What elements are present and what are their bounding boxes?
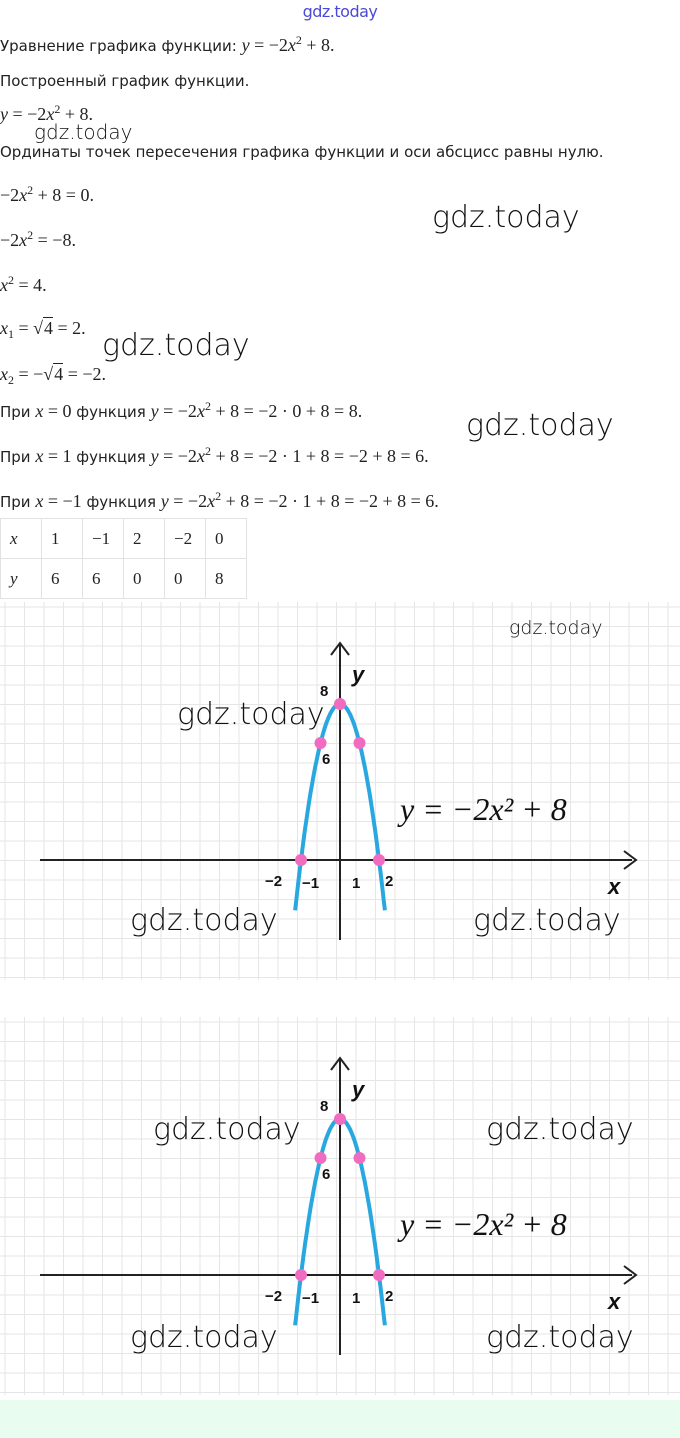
data-point	[295, 854, 307, 866]
step-equation-1: $-2x^2 + 8 = 0$.	[0, 183, 94, 205]
watermark: gdz.today	[177, 697, 325, 732]
curve-label: y = −2x² + 8	[400, 1206, 567, 1242]
intro-text: Уравнение графика функции:	[0, 37, 237, 55]
data-point	[334, 1113, 346, 1125]
table-cell: −2	[165, 519, 206, 559]
ordinates-text: Ординаты точек пересечения графика функции и оси абсцисс равны нулю.	[0, 143, 604, 161]
table-cell: 2	[124, 519, 165, 559]
watermark: gdz.today	[486, 1112, 634, 1147]
data-point	[373, 854, 385, 866]
curve-label: y = −2x² + 8	[400, 791, 567, 827]
y-axis-label: y	[352, 1077, 365, 1102]
plot-area	[40, 643, 636, 940]
equation-formula-repeat: $y = -2x^2 + 8$.	[0, 102, 93, 124]
when-word: При	[0, 493, 31, 511]
site-link[interactable]: gdz.today	[302, 2, 378, 21]
x-tick-label: −1	[302, 1290, 320, 1307]
watermark: gdz.today	[432, 200, 580, 235]
table-head-cell: x	[1, 519, 42, 559]
plot-area	[40, 1058, 636, 1355]
table-cell: 6	[42, 559, 83, 599]
data-point	[315, 1152, 327, 1164]
y-tick-label: 6	[322, 751, 331, 768]
x-tick-label: 1	[352, 875, 361, 892]
data-point	[354, 737, 366, 749]
watermark: gdz.today	[473, 903, 621, 938]
root-x1: $x_1 = √4 = 2$.	[0, 318, 86, 341]
watermark: gdz.today	[466, 408, 614, 443]
when-word: При	[0, 448, 31, 466]
value-at-minus-1: При x = −1 функция $y = -2x^2 + 8 = -2 \cdot 1 + 8 = -2 + 8 = 6$.	[0, 489, 439, 511]
graph-caption: Построенный график функции.	[0, 72, 250, 90]
equation-intro-line	[0, 33, 335, 56]
x-tick-label: 2	[385, 1288, 394, 1305]
x-axis-label: x	[608, 874, 621, 899]
table-cell: 0	[165, 559, 206, 599]
y-tick-label: 6	[322, 1166, 331, 1183]
data-point	[295, 1269, 307, 1281]
watermark: gdz.today	[34, 120, 133, 144]
table-cell: −1	[83, 519, 124, 559]
x-axis-label: x	[608, 1289, 621, 1314]
table-head-cell: y	[1, 559, 42, 599]
table-row	[1, 559, 247, 599]
value-at-1: При x = 1 функция $y = -2x^2 + 8 = -2 \cdot 1 + 8 = -2 + 8 = 6$.	[0, 444, 429, 466]
y-tick-label: 8	[320, 683, 329, 700]
watermark: gdz.today	[130, 1320, 278, 1355]
table-cell: 6	[83, 559, 124, 599]
x-tick-label: 2	[385, 873, 394, 890]
y-tick-label: 8	[320, 1098, 329, 1115]
watermark: gdz.today	[153, 1112, 301, 1147]
value-at-0: При x = 0 функция $y = -2x^2 + 8 = -2 \cdot 0 + 8 = 8$.	[0, 399, 363, 421]
data-point	[315, 737, 327, 749]
watermark: gdz.today	[486, 1320, 634, 1355]
table-cell: 1	[42, 519, 83, 559]
y-axis-label: y	[352, 662, 365, 687]
function-word: функция	[76, 448, 146, 466]
data-point	[373, 1269, 385, 1281]
root-x2: $x_2 = -√4 = -2$.	[0, 364, 106, 387]
x-tick-label: −1	[302, 875, 320, 892]
table-cell: 0	[124, 559, 165, 599]
table-cell: 8	[206, 559, 247, 599]
step-equation-2: $-2x^2 = -8$.	[0, 228, 76, 250]
table-cell: 0	[206, 519, 247, 559]
equation-formula: $y = -2x^2 + 8$.	[241, 33, 335, 55]
x-tick-label: −2	[265, 1288, 283, 1305]
x-tick-label: −2	[265, 873, 283, 890]
values-table	[0, 518, 247, 599]
watermark: gdz.today	[130, 903, 278, 938]
function-word: функция	[76, 403, 146, 421]
watermark: gdz.today	[102, 328, 250, 363]
step-equation-3: $x^2 = 4$.	[0, 273, 47, 295]
x-tick-label: 1	[352, 1290, 361, 1307]
bottom-band	[0, 1400, 680, 1438]
function-word: функция	[86, 493, 156, 511]
data-point	[354, 1152, 366, 1164]
data-point	[334, 698, 346, 710]
watermark: gdz.today	[509, 617, 603, 639]
table-row	[1, 519, 247, 559]
when-word: При	[0, 403, 31, 421]
